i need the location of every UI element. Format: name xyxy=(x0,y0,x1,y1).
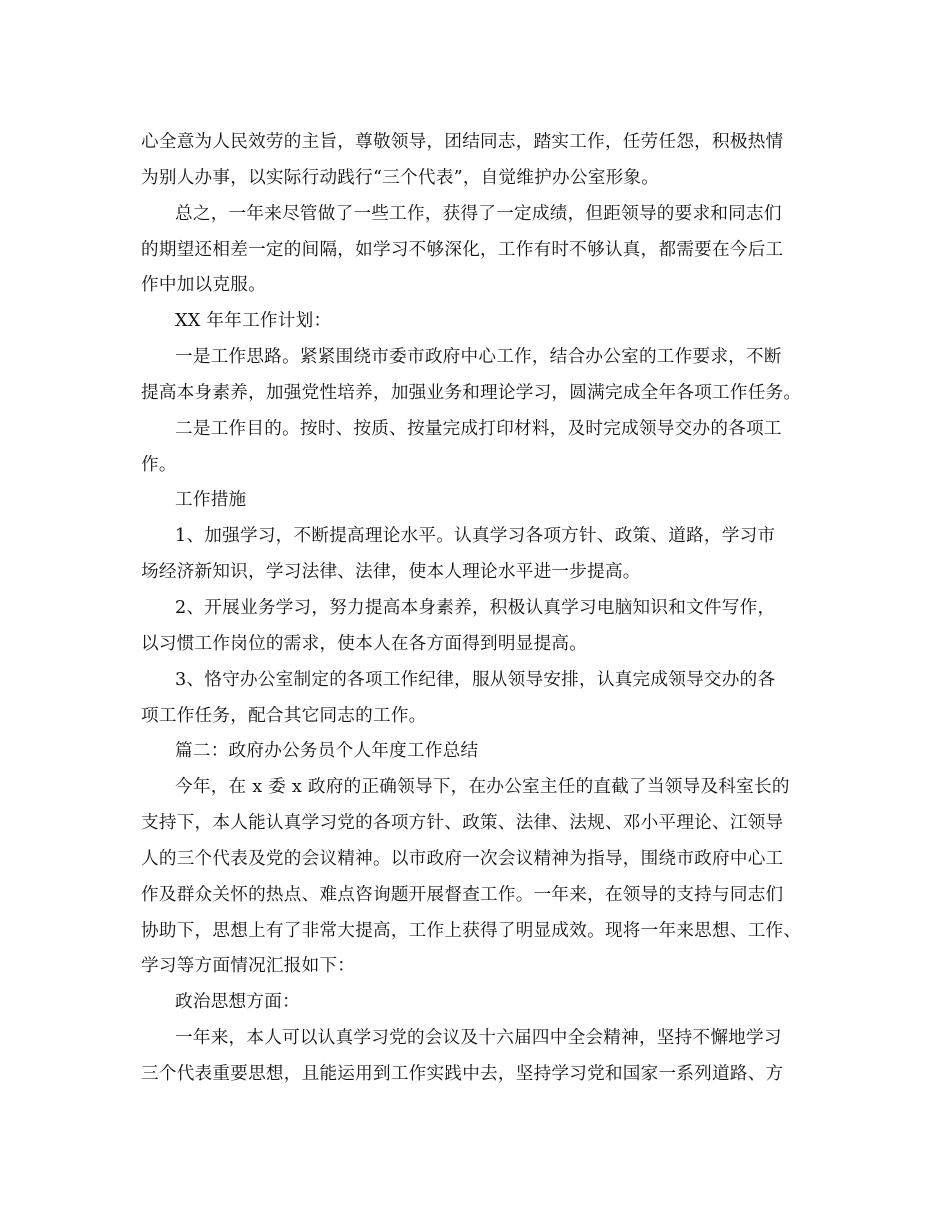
text-line: 提高本身素养，加强党性培养，加强业务和理论学习，圆满完成全年各项工作任务。 xyxy=(141,382,802,403)
section-heading: 篇二：政府办公务员个人年度工作总结 xyxy=(175,741,479,762)
text-line: 一是工作思路。紧紧围绕市委市政府中心工作，结合办公室的工作要求，不断 xyxy=(175,347,782,368)
section-heading: 政治思想方面： xyxy=(175,992,300,1013)
text-line: 协助下，思想上有了非常大提高，工作上获得了明显成效。现将一年来思想、工作、 xyxy=(141,920,802,941)
text-line: 项工作任务，配合其它同志的工作。 xyxy=(141,705,427,726)
text-line: 支持下，本人能认真学习党的各项方针、政策、法律、法规、邓小平理论、江领导 xyxy=(141,813,784,834)
text-line: 3、恪守办公室制定的各项工作纪律，服从领导安排，认真完成领导交办的各 xyxy=(175,669,776,690)
text-line: 学习等方面情况汇报如下： xyxy=(141,956,356,977)
text-line: 场经济新知识，学习法律、法律，使本人理论水平进一步提高。 xyxy=(141,562,641,583)
text-line: 心全意为人民效劳的主旨，尊敬领导，团结同志，踏实工作，任劳任怨，积极热情 xyxy=(141,132,784,152)
text-line: 总之，一年来尽管做了一些工作，获得了一定成绩，但距领导的要求和同志们 xyxy=(175,203,782,224)
text-line: 三个代表重要思想，且能运用到工作实践中去，坚持学习党和国家一系列道路、方 xyxy=(141,1063,784,1084)
text-line: 为别人办事，以实际行动践行“三个代表”，自觉维护办公室形象。 xyxy=(141,167,660,188)
section-heading: 工作措施 xyxy=(175,490,247,511)
text-line: 以习惯工作岗位的需求，使本人在各方面得到明显提高。 xyxy=(141,633,588,654)
text-line: 作及群众关怀的热点、难点咨询题开展督查工作。一年来，在领导的支持与同志们 xyxy=(141,884,784,905)
text-line: 1、加强学习，不断提高理论水平。认真学习各项方针、政策、道路，学习市 xyxy=(175,526,776,547)
text-line: 2、开展业务学习，努力提高本身素养，积极认真学习电脑知识和文件写作， xyxy=(175,597,776,618)
text-line: 一年来，本人可以认真学习党的会议及十六届四中全会精神，坚持不懈地学习 xyxy=(175,1028,782,1049)
text-line: 人的三个代表及党的会议精神。以市政府一次会议精神为指导，围绕市政府中心工 xyxy=(141,848,784,869)
text-line: 今年，在 x 委 x 政府的正确领导下，在办公室主任的直截了当领导及科室长的 xyxy=(175,777,790,798)
text-line: 的期望还相差一定的间隔，如学习不够深化，工作有时不够认真，都需要在今后工 xyxy=(141,239,784,260)
text-line: 作中加以克服。 xyxy=(141,275,266,296)
text-line: 二是工作目的。按时、按质、按量完成打印材料，及时完成领导交办的各项工 xyxy=(175,418,782,439)
document-body xyxy=(141,125,831,1093)
section-heading: XX 年年工作计划： xyxy=(175,311,332,332)
text-line: 作。 xyxy=(141,454,177,475)
